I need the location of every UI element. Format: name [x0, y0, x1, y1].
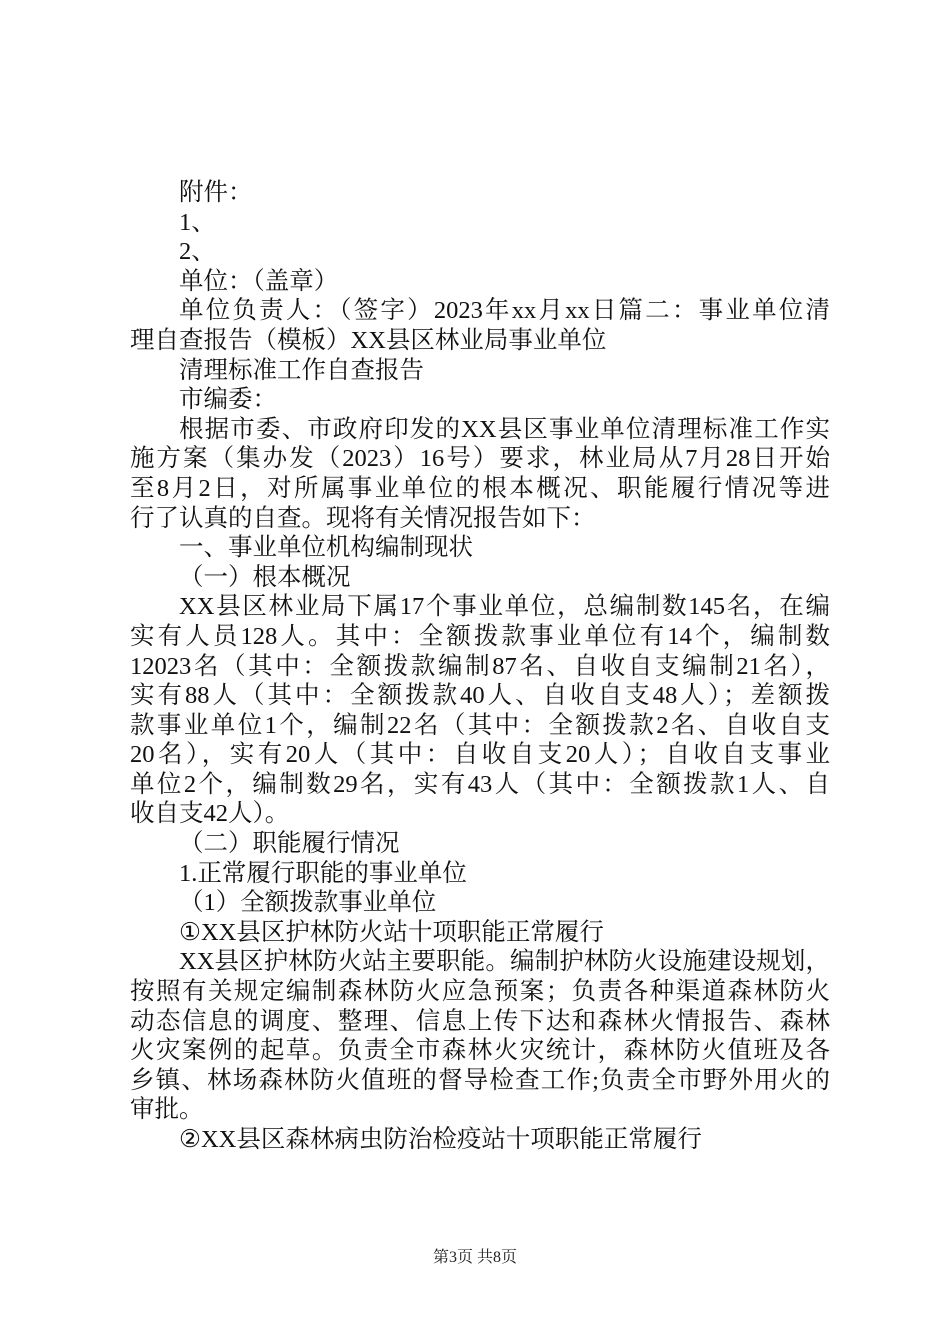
text-line: 一、事业单位机构编制现状: [179, 534, 473, 562]
paragraph: [130, 178, 830, 208]
text-line: 单位：（盖章）: [179, 267, 339, 295]
text-line: ①XX县区护林防火站十项职能正常履行: [179, 918, 604, 946]
paragraph: [130, 888, 830, 918]
text-line: 1.正常履行职能的事业单位: [179, 859, 467, 887]
text-line: 审批。: [130, 1096, 204, 1124]
paragraph: [130, 385, 830, 415]
text-line: 至8月2日，对所属事业单位的根本概况、职能履行情况等进: [130, 474, 830, 502]
paragraph: [130, 918, 830, 948]
paragraph: [130, 592, 830, 829]
text-line: 施方案（集办发（2023）16号）要求，林业局从7月28日开始: [130, 445, 830, 473]
text-line: 清理标准工作自查报告: [179, 356, 424, 384]
text-line: 实有人员128人。其中：全额拨款事业单位有14个，编制数: [130, 622, 830, 650]
text-line: 理自查报告（模板）XX县区林业局事业单位: [130, 326, 607, 354]
text-line: ②XX县区森林病虫防治检疫站十项职能正常履行: [179, 1126, 702, 1153]
text-line: （1）全额拨款事业单位: [179, 889, 437, 917]
text-line: 款事业单位1个，编制22名（其中：全额拨款2名、自收自支: [130, 711, 830, 739]
text-line: 单位2个，编制数29名，实有43人（其中：全额拨款1人、自: [130, 770, 830, 798]
document-body: [130, 178, 830, 1155]
text-line: XX县区林业局下属17个事业单位，总编制数145名，在编: [179, 593, 830, 621]
text-line: 附件：: [179, 179, 253, 206]
text-line: 动态信息的调度、整理、信息上传下达和森林火情报告、森林: [130, 1007, 830, 1035]
paragraph: [130, 1125, 830, 1155]
text-line: 根据市委、市政府印发的XX县区事业单位清理标准工作实: [179, 415, 830, 443]
text-line: 乡镇、林场森林防火值班的督导检查工作;负责全市野外用火的: [130, 1066, 830, 1094]
text-line: 2、: [179, 238, 216, 266]
text-line: XX县区护林防火站主要职能。编制护林防火设施建设规划，: [179, 948, 830, 976]
text-line: 行了认真的自查。现将有关情况报告如下：: [130, 504, 596, 532]
text-line: 单位负责人：（签字）2023年xx月xx日篇二：事业单位清: [179, 297, 830, 325]
text-line: 20名），实有20人（其中：自收自支20人）；自收自支事业: [130, 741, 830, 769]
paragraph: [130, 829, 830, 859]
text-line: 市编委：: [179, 386, 277, 414]
paragraph: [130, 533, 830, 563]
text-line: 按照有关规定编制森林防火应急预案；负责各种渠道森林防火: [130, 978, 830, 1006]
paragraph: [130, 296, 830, 355]
text-line: 12023名（其中：全额拨款编制87名、自收自支编制21名），: [130, 652, 830, 680]
paragraph: [130, 415, 830, 533]
paragraph: [130, 563, 830, 593]
paragraph: [130, 356, 830, 386]
text-line: （一）根本概况: [179, 563, 351, 591]
text-line: 1、: [179, 208, 216, 236]
text-line: 火灾案例的起草。负责全市森林火灾统计，森林防火值班及各: [130, 1037, 830, 1065]
paragraph: [130, 947, 830, 1125]
text-line: 实有88人（其中：全额拨款40人、自收自支48人）；差额拨: [130, 682, 830, 710]
text-line: （二）职能履行情况: [179, 830, 400, 858]
paragraph: [130, 267, 830, 297]
paragraph: [130, 237, 830, 267]
text-line: 收自支42人）。: [130, 800, 290, 828]
paragraph: [130, 859, 830, 889]
paragraph: [130, 208, 830, 238]
page-footer: 第3页 共8页: [432, 1249, 517, 1266]
